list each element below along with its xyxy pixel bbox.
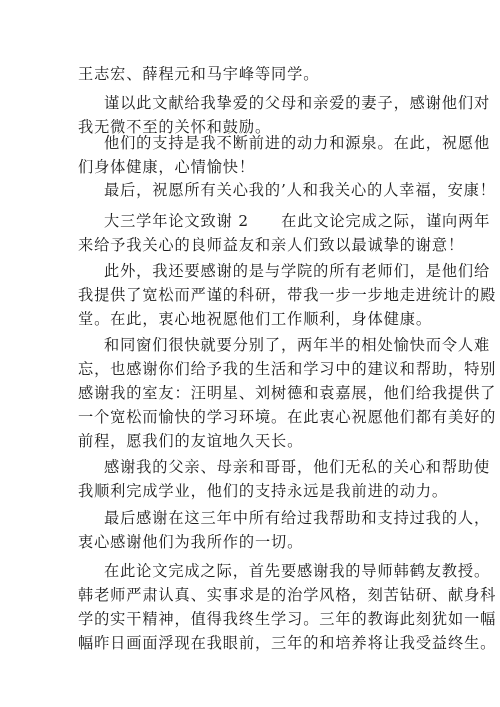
text-line: 感谢我的室友：汪明星、刘树德和袁嘉展，他们给我提供了 xyxy=(78,384,497,402)
text-line: 学的实干精神，值得我终生学习。三年的教诲此刻犹如一幅 xyxy=(78,610,497,628)
text-line: 韩老师严肃认真、实事求是的治学风格，刻苦钻研、献身科 xyxy=(78,586,497,604)
text-line: 在此论文完成之际，首先要感谢我的导师韩鹤友教授。 xyxy=(104,562,491,580)
text-line: 衷心感谢他们为我所作的一切。 xyxy=(78,533,304,551)
text-line: 来给予我关心的良师益友和亲人们致以最诚挚的谢意！ xyxy=(78,236,465,254)
text-line: 前程，愿我们的友谊地久天长。 xyxy=(78,432,304,450)
text-line: 忘，也感谢你们给予我的生活和学习中的建议和帮助，特别 xyxy=(78,360,497,378)
text-line: 我提供了宽松而严谨的科研，带我一步一步地走进统计的殿 xyxy=(78,286,497,304)
text-line: 我无微不至的关怀和鼓励。 xyxy=(78,118,272,136)
text-line: 他们的支持是我不断前进的动力和源泉。在此，祝愿他 xyxy=(104,134,491,152)
text-line: 们身体健康，心情愉快！ xyxy=(78,158,255,176)
text-line: 此外，我还要感谢的是与学院的所有老师们，是他们给 xyxy=(104,262,491,280)
text-line: 和同窗们很快就要分别了，两年半的相处愉快而令人难 xyxy=(104,336,491,354)
text-line: 一个宽松而愉快的学习环境。在此衷心祝愿他们都有美好的 xyxy=(78,408,497,426)
text-line: 感谢我的父亲、母亲和哥哥，他们无私的关心和帮助使 xyxy=(104,458,491,476)
text-line: 最后感谢在这三年中所有给过我帮助和支持过我的人， xyxy=(104,509,491,527)
text-line: 最后，祝愿所有关心我的’人和我关心的人幸福，安康！ xyxy=(104,181,496,199)
text-line: 我顺利完成学业，他们的支持永远是我前进的动力。 xyxy=(78,482,449,500)
text-line: 谨以此文献给我挚爱的父母和亲爱的妻子，感谢他们对 xyxy=(104,94,491,112)
text-line: 大三学年论文致谢 2 在此文论完成之际，谨向两年 xyxy=(104,212,491,230)
text-line: 王志宏、薛程元和马宇峰等同学。 xyxy=(78,65,320,83)
text-line: 幅昨日画面浮现在我眼前，三年的和培养将让我受益终生。 xyxy=(78,634,497,652)
text-line: 堂。在此，衷心地祝愿他们工作顺利，身体健康。 xyxy=(78,310,432,328)
